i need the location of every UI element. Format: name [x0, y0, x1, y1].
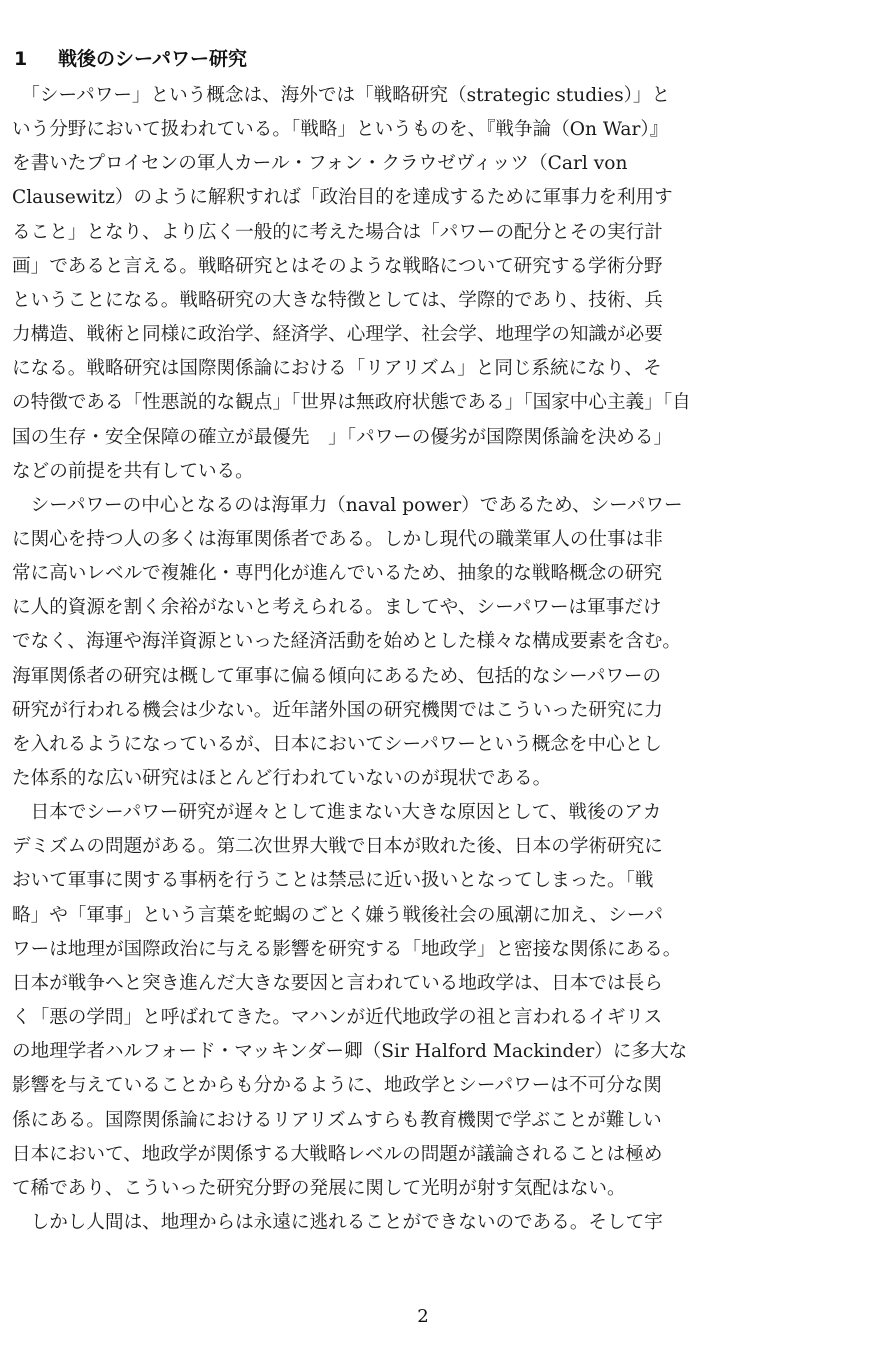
text-line: 係にある。国際関係論におけるリアリズムすらも教育機関で学ぶことが難しい — [12, 1109, 662, 1131]
text-line: おいて軍事に関する事柄を行うことは禁忌に近い扱いとなってしまった。「戦 — [12, 870, 654, 892]
text-line: に人的資源を割く余裕がないと考えられる。ましてや、シーパワーは軍事だけ — [12, 597, 662, 619]
text-line: 国の生存・安全保障の確立が最優先 」「パワーの優劣が国際関係論を決める」 — [12, 426, 673, 448]
text-line: 影響を与えていることからも分かるように、地政学とシーパワーは不可分な関 — [12, 1075, 662, 1097]
text-line: 常に高いレベルで複雑化・専門化が進んでいるため、抽象的な戦略概念の研究 — [12, 563, 663, 585]
text-line: になる。戦略研究は国際関係論における「リアリズム」と同じ系統になり、そ — [12, 358, 662, 380]
text-line: ること」となり、より広く一般的に考えた場合は「パワーの配分とその実行計 — [12, 221, 663, 243]
text-line: 日本でシーパワー研究が遅々として進まない大きな原因として、戦後のアカ — [12, 802, 662, 824]
text-line: く「悪の学問」と呼ばれてきた。マハンが近代地政学の祖と言われるイギリス — [12, 1007, 663, 1028]
text-line: の特徴である「性悪説的な観点」「世界は無政府状態である」「国家中心主義」「自 — [12, 392, 691, 414]
text-line: しかし人間は、地理からは永遠に逃れることができないのである。そして宇 — [12, 1212, 663, 1233]
section-number: 1 — [14, 48, 28, 70]
text-line: の地理学者ハルフォード・マッキンダー卿（Sir Halford Mackinder）に多大な — [12, 1041, 688, 1063]
text-line: 日本が戦争へと突き進んだ大きな要因と言われている地政学は、日本では長ら — [12, 972, 663, 994]
text-line: て稀であり、こういった研究分野の発展に関して光明が射す気配はない。 — [12, 1177, 626, 1199]
text-line: た体系的な広い研究はほとんど行われていないのが現状である。 — [12, 768, 552, 789]
text-line: を書いたプロイセンの軍人カール・フォン・クラウゼヴィッツ（Carl von — [12, 153, 628, 175]
text-line: 「シーパワー」という概念は、海外では「戦略研究（strategic studies）」と — [12, 85, 671, 106]
page-number: 2 — [417, 1306, 429, 1327]
text-line: ということになる。戦略研究の大きな特徴としては、学際的であり、技術、兵 — [12, 289, 663, 311]
section-title: 戦後のシーパワー研究 — [58, 48, 248, 70]
section-heading — [14, 44, 247, 74]
text-line: 略」や「軍事」という言葉を蛇蝎のごとく嫌う戦後社会の風潮に加え、シーパ — [12, 904, 663, 926]
text-line: に関心を持つ人の多くは海軍関係者である。しかし現代の職業軍人の仕事は非 — [12, 529, 663, 550]
text-line: 力構造、戦術と同様に政治学、経済学、心理学、社会学、地理学の知識が必要 — [12, 324, 663, 345]
text-line: などの前提を共有している。 — [12, 460, 254, 482]
text-line: いう分野において扱われている。「戦略」というものを、『戦争論（On War）』 — [12, 119, 669, 141]
text-line: 日本において、地政学が関係する大戦略レベルの問題が議論されることは極め — [12, 1143, 663, 1165]
text-line: 海軍関係者の研究は概して軍事に偏る傾向にあるため、包括的なシーパワーの — [12, 665, 662, 687]
text-line: 画」であると言える。戦略研究とはそのような戦略について研究する学術分野 — [12, 255, 663, 277]
text-line: でなく、海運や海洋資源といった経済活動を始めとした様々な構成要素を含む。 — [12, 631, 682, 653]
text-line: シーパワーの中心となるのは海軍力（naval power）であるため、シーパワー — [12, 494, 683, 516]
text-line: 研究が行われる機会は少ない。近年諸外国の研究機関ではこういった研究に力 — [12, 699, 663, 721]
text-line: Clausewitz）のように解釈すれば「政治目的を達成するために軍事力を利用す — [12, 187, 673, 209]
text-line: デミズムの問題がある。第二次世界大戦で日本が敗れた後、日本の学術研究に — [12, 836, 663, 858]
text-line: を入れるようになっているが、日本においてシーパワーという概念を中心とし — [12, 733, 662, 755]
text-line: ワーは地理が国際政治に与える影響を研究する「地政学」と密接な関係にある。 — [12, 938, 682, 960]
